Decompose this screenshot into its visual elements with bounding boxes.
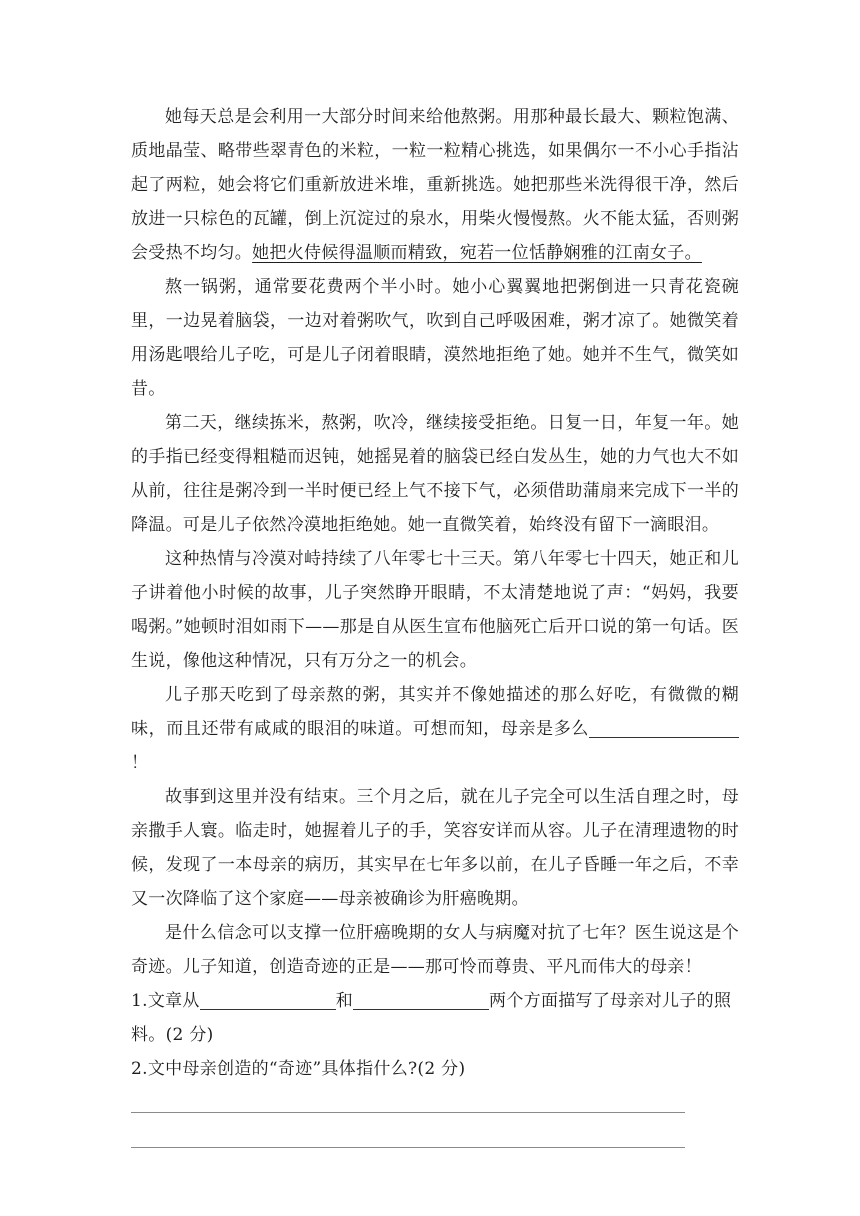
question-1-blank-a[interactable]	[200, 991, 336, 1010]
question-1-blank-b[interactable]	[353, 991, 489, 1010]
fill-blank-1[interactable]	[589, 719, 739, 738]
question-1-suffix: 两个方面描写了母亲对儿子的照料。(2 分)	[131, 991, 732, 1045]
paragraph-7: 是什么信念可以支撑一位肝癌晚期的女人与病魔对抗了七年？医生说这是个奇迹。儿子知道，创造奇迹的正是——那可怜而尊贵、平凡而伟大的母亲！	[131, 923, 739, 977]
paragraph-2: 熬一锅粥，通常要花费两个半小时。她小心翼翼地把粥倒进一只青花瓷碗里，一边晃着脑袋，一边对着粥吹气，吹到自己呼吸困难，粥才凉了。她微笑着用汤匙喂给儿子吃，可是儿子闭着眼睛，漠然地拒绝了她。她并不生气，微笑如昔。	[131, 277, 739, 399]
answer-line-2[interactable]	[131, 1147, 685, 1148]
paragraph-3: 第二天，继续拣米，熬粥，吹冷，继续接受拒绝。日复一日，年复一年。她的手指已经变得粗糙而迟钝，她摇晃着的脑袋已经白发丛生，她的力气也大不如从前，往往是粥冷到一半时便已经上气不接下气，必须借助蒲扇来完成下一半的降温。可是儿子依然冷漠地拒绝她。她一直微笑着，始终没有留下一滴眼泪。	[131, 413, 739, 535]
paragraph-4: 这种热情与冷漠对峙持续了八年零七十三天。第八年零七十四天，她正和儿子讲着他小时候的故事，儿子突然睁开眼睛，不太清楚地说了声：“妈妈，我要喝粥。”她顿时泪如雨下——那是自从医生宣布他脑死亡后开口说的第一句话。医生说，像他这种情况，只有万分之一的机会。	[131, 549, 739, 671]
paragraph-5	[131, 678, 739, 780]
question-1-prefix: 1.文章从	[131, 991, 200, 1011]
question-2: 2.文中母亲创造的“奇迹”具体指什么?(2 分)	[131, 1059, 466, 1079]
paragraph-1	[131, 100, 739, 270]
answer-line-1[interactable]	[131, 1112, 685, 1113]
reading-passage	[131, 100, 739, 1148]
paragraph-5-end: ！	[131, 753, 149, 773]
question-1	[131, 984, 739, 1052]
paragraph-6: 故事到这里并没有结束。三个月之后，就在儿子完全可以生活自理之时，母亲撒手人寰。临走时，她握着儿子的手，笑容安详而从容。儿子在清理遗物的时候，发现了一本母亲的病历，其实早在七年多以前，在儿子昏睡一年之后，不幸又一次降临了这个家庭——母亲被确诊为肝癌晚期。	[131, 787, 739, 909]
paragraph-5-text: 儿子那天吃到了母亲熬的粥，其实并不像她描述的那么好吃，有微微的糊味，而且还带有咸咸的眼泪的味道。可想而知，母亲是多么	[131, 685, 739, 739]
paragraph-1-text: 她每天总是会利用一大部分时间来给他熬粥。用那种最长最大、颗粒饱满、质地晶莹、略带些翠青色的米粒，一粒一粒精心挑选，如果偶尔一不小心手指沾起了两粒，她会将它们重新放进米堆，重新挑选。她把那些米洗得很干净，然后放进一只棕色的瓦罐，倒上沉淀过的泉水，用柴火慢慢熬。火不能太猛，否则粥会受热不均匀。	[131, 107, 739, 263]
underlined-sentence: 她把火侍候得温顺而精致，宛若一位恬静娴雅的江南女子。	[252, 243, 702, 263]
question-1-mid: 和	[335, 991, 354, 1011]
